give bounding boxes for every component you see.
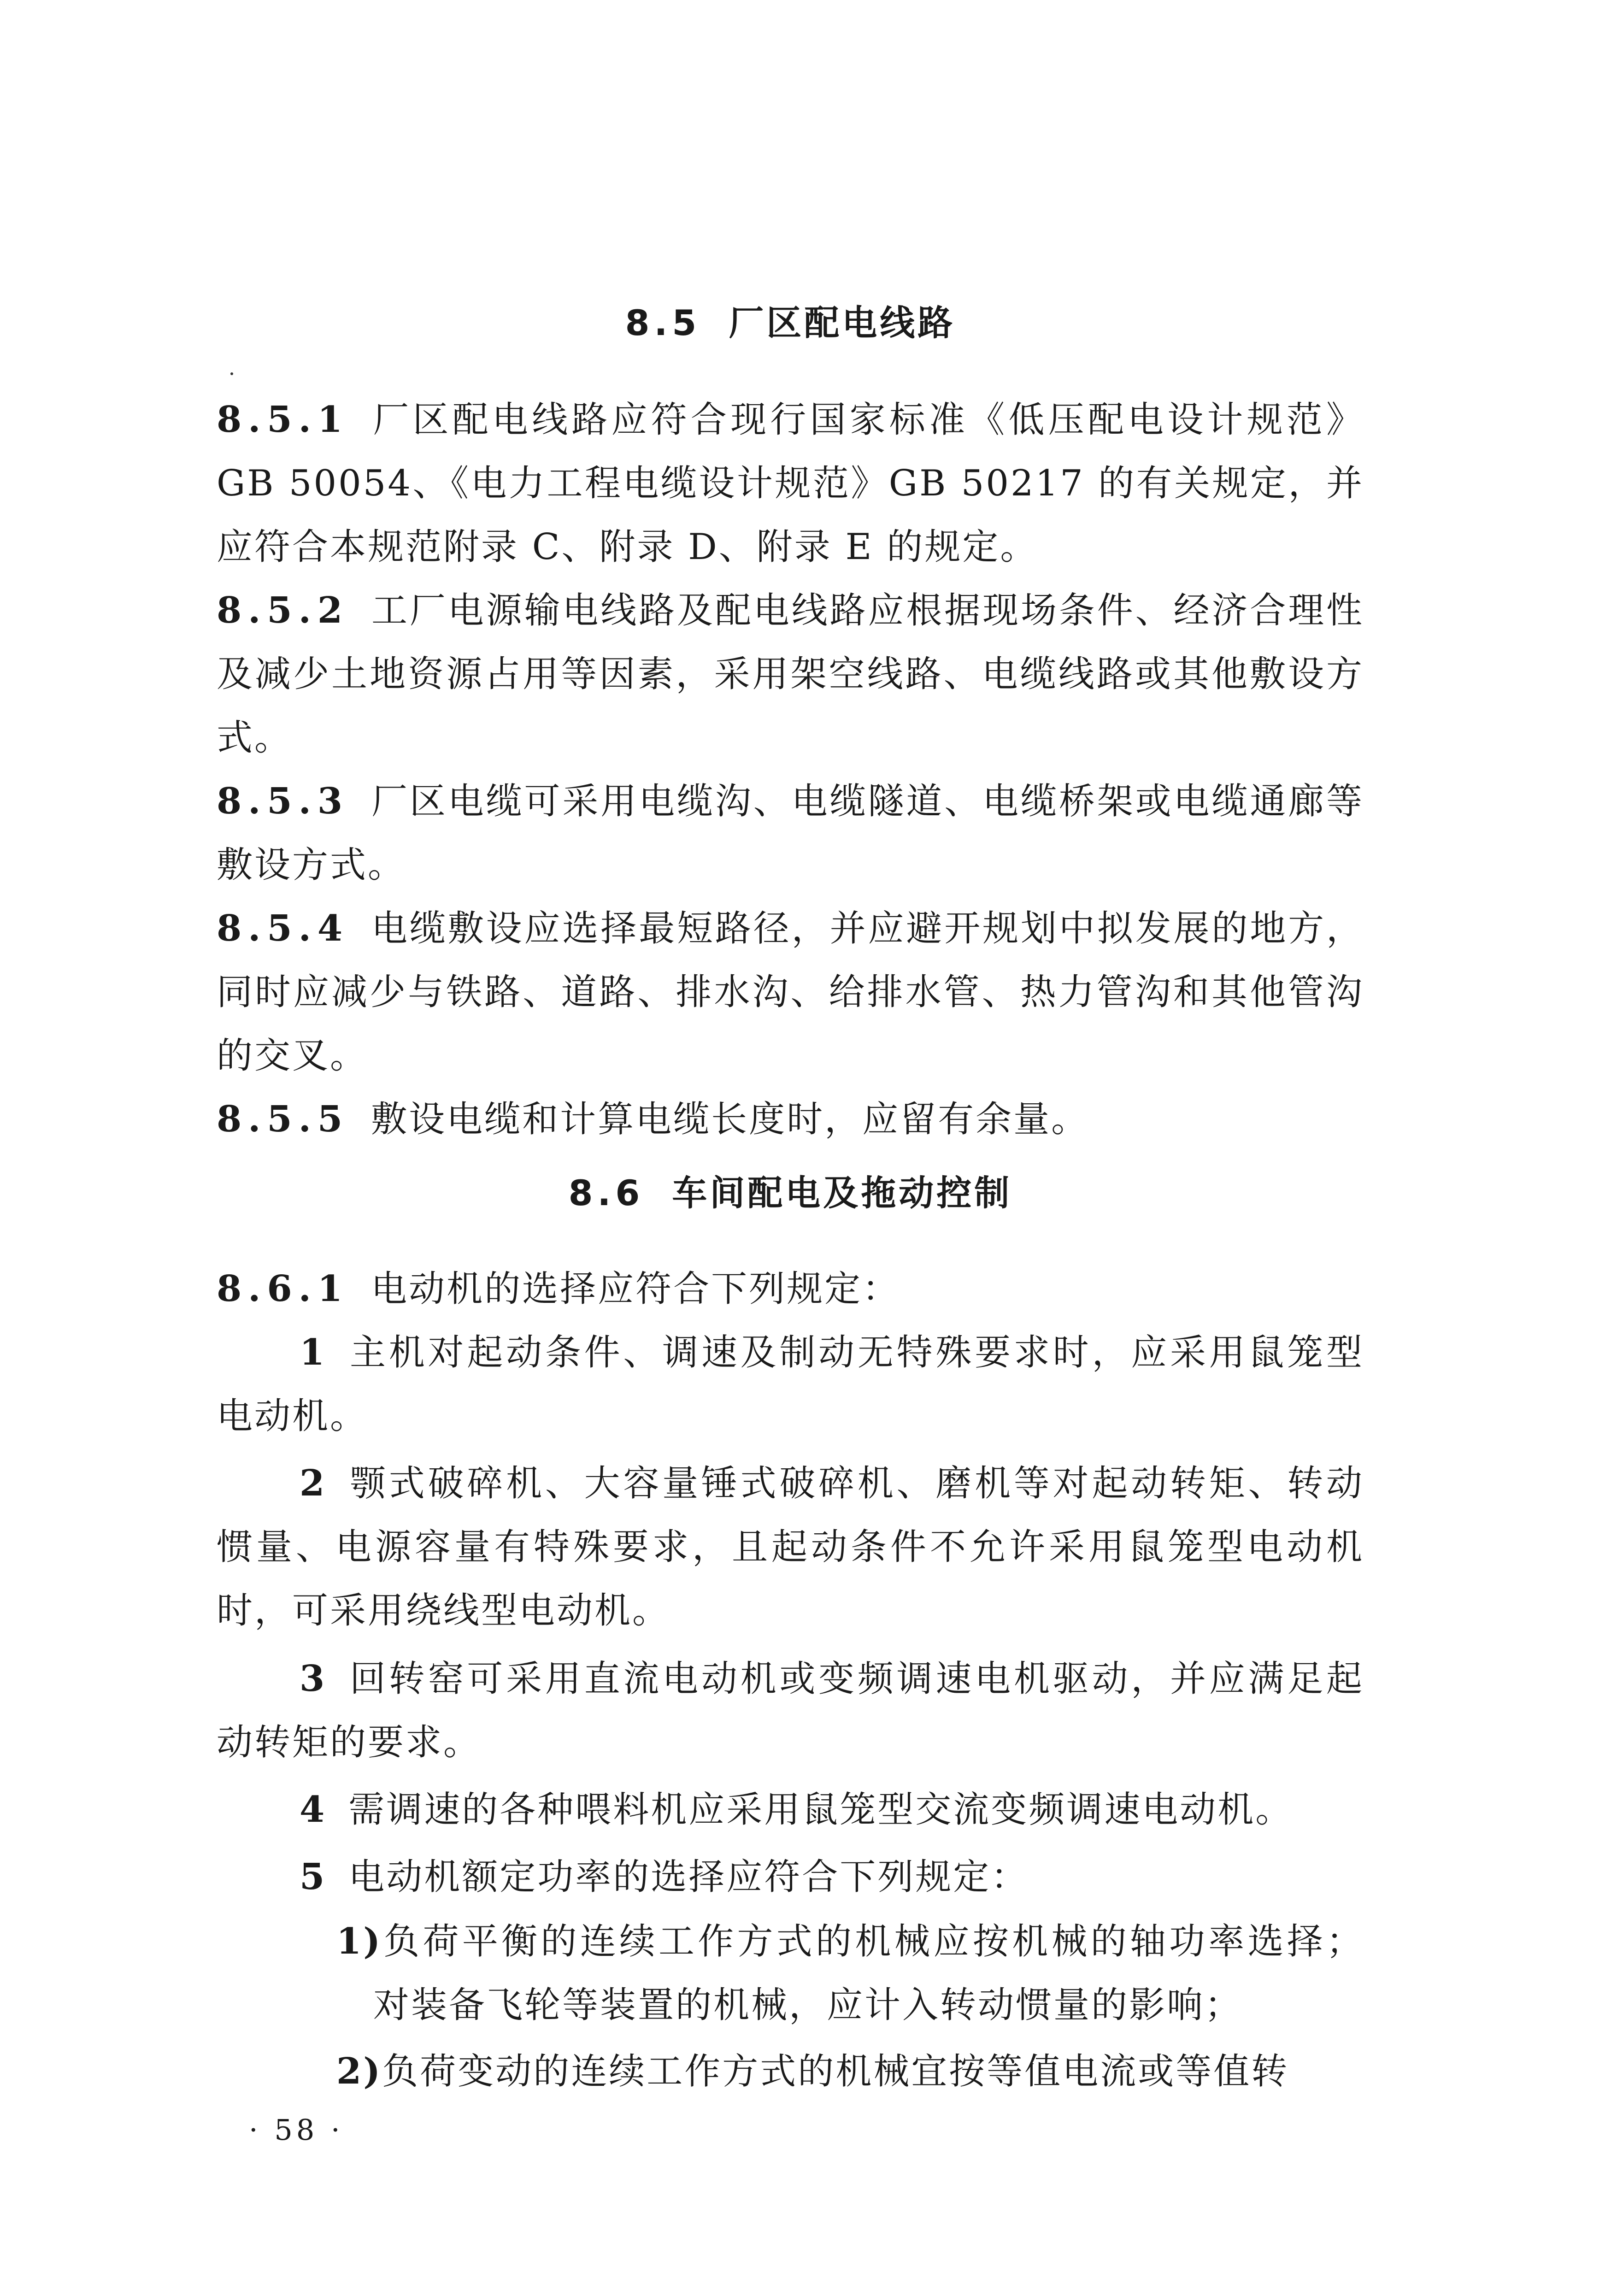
item-text: 颚式破碎机、大容量锤式破碎机、磨机等对起动转矩、转动惯量、电源容量有特殊要求，且起动条件不允许采用鼠笼型电动机时，可采用绕线型电动机。 <box>217 1463 1364 1631</box>
clause-text: 电动机的选择应符合下列规定： <box>371 1268 900 1310</box>
list-item-5 <box>217 1845 1364 1909</box>
list-item-1 <box>217 1321 1364 1448</box>
list-item-3 <box>217 1647 1364 1774</box>
sub-item-1 <box>336 1910 1364 2037</box>
clause-8-5-2 <box>217 579 1364 770</box>
scan-speck <box>230 372 233 375</box>
item-text: 回转窑可采用直流电动机或变频调速电机驱动，并应满足起动转矩的要求。 <box>217 1658 1364 1763</box>
clause-number: 8.6.1 <box>217 1268 349 1310</box>
item-number: 4 <box>300 1789 327 1831</box>
clause-text: 厂区配电线路应符合现行国家标准《低压配电设计规范》GB 50054、《电力工程电缆设计规范》GB 50217 的有关规定，并应符合本规范附录 C、附录 D、附录 E 的规定。 <box>217 399 1364 568</box>
clause-text: 敷设电缆和计算电缆长度时，应留有余量。 <box>371 1099 1089 1140</box>
sub-item-number: 2) <box>336 2050 382 2092</box>
item-text: 需调速的各种喂料机应采用鼠笼型交流变频调速电动机。 <box>348 1789 1294 1831</box>
clause-number: 8.5.5 <box>217 1098 349 1140</box>
clause-8-5-1 <box>217 388 1364 579</box>
item-number: 1 <box>300 1331 327 1373</box>
item-text: 电动机额定功率的选择应符合下列规定： <box>348 1856 1029 1898</box>
clause-number: 8.5.3 <box>217 780 349 822</box>
clause-number: 8.5.2 <box>217 589 349 631</box>
sub-item-number: 1) <box>336 1920 382 1962</box>
clause-text: 厂区电缆可采用电缆沟、电缆隧道、电缆桥架或电缆通廊等敷设方式。 <box>217 781 1364 886</box>
section-title: 车间配电及拖动控制 <box>672 1172 1012 1213</box>
sub-item-2 <box>336 2040 1364 2103</box>
list-item-2 <box>217 1452 1364 1643</box>
clause-text: 工厂电源输电线路及配电线路应根据现场条件、经济合理性及减少土地资源占用等因素，采用架空线路、电缆线路或其他敷设方式。 <box>217 590 1364 759</box>
clause-number: 8.5.1 <box>217 399 349 441</box>
section-number: 8.6 <box>568 1172 645 1213</box>
sub-item-text: 负荷变动的连续工作方式的机械宜按等值电流或等值转 <box>382 2051 1289 2092</box>
item-number: 5 <box>300 1856 327 1898</box>
clause-number: 8.5.4 <box>217 907 349 949</box>
clause-8-5-5 <box>217 1088 1364 1151</box>
sub-item-text: 负荷平衡的连续工作方式的机械应按机械的轴功率选择；对装备飞轮等装置的机械，应计入转动惯量的影响； <box>373 1921 1364 2026</box>
section-title: 厂区配电线路 <box>729 302 956 343</box>
clause-8-6-1 <box>217 1257 1364 1321</box>
section-number: 8.5 <box>625 302 701 343</box>
item-number: 3 <box>300 1658 327 1700</box>
page-number: · 58 · <box>249 2113 344 2147</box>
clause-8-5-3 <box>217 770 1364 897</box>
section-heading-8-6 <box>217 1165 1364 1215</box>
clause-8-5-4 <box>217 897 1364 1088</box>
item-text: 主机对起动条件、调速及制动无特殊要求时，应采用鼠笼型电动机。 <box>217 1332 1364 1437</box>
list-item-4 <box>217 1778 1364 1842</box>
item-number: 2 <box>300 1462 327 1504</box>
clause-text: 电缆敷设应选择最短路径，并应避开规划中拟发展的地方，同时应减少与铁路、道路、排水沟、给排水管、热力管沟和其他管沟的交叉。 <box>217 908 1364 1077</box>
section-heading-8-5 <box>217 295 1364 345</box>
